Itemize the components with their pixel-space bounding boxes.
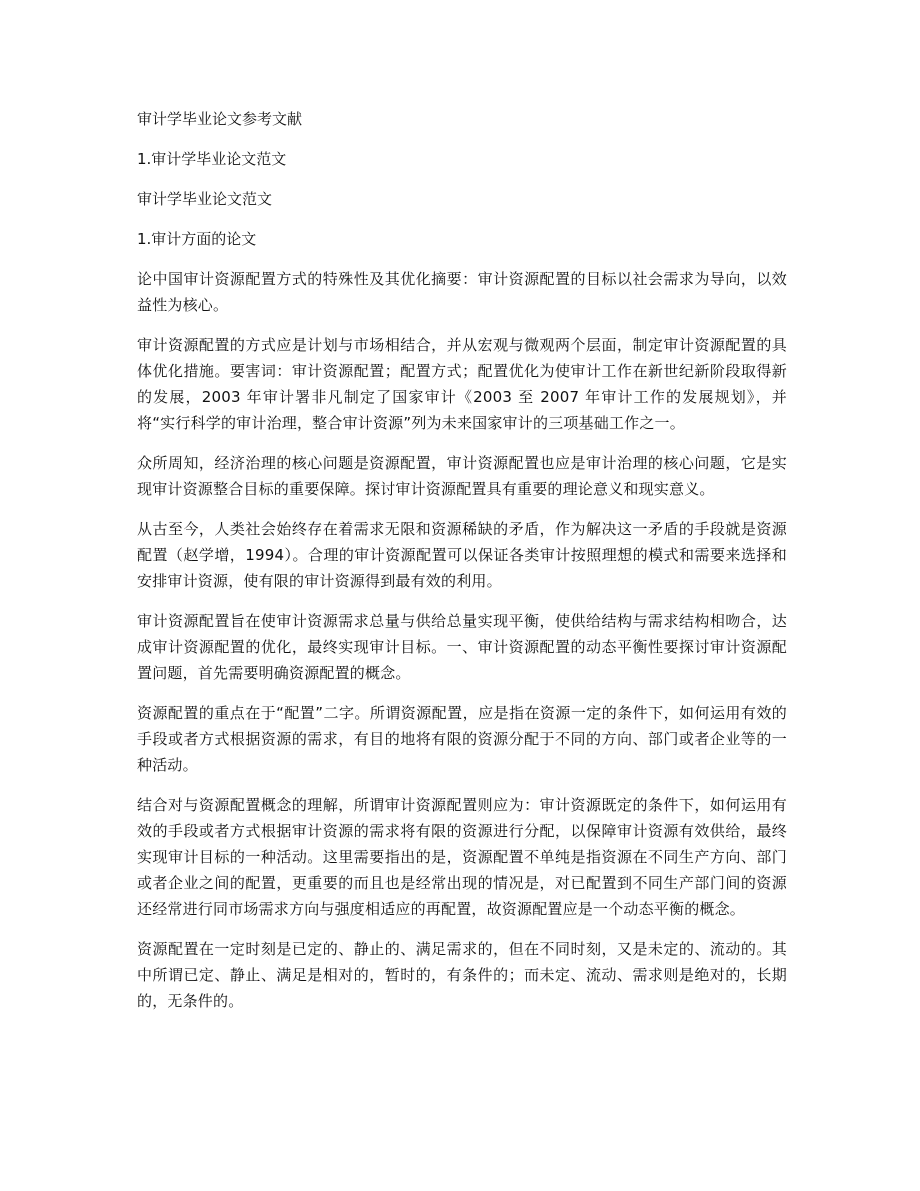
paragraph-abstract: 论中国审计资源配置方式的特殊性及其优化摘要：审计资源配置的目标以社会需求为导向，以效益性为核心。 xyxy=(137,270,787,314)
paragraph: 资源配置的重点在于“配置”二字。所谓资源配置，应是指在资源一定的条件下，如何运用有效的手段或者方式根据资源的需求，有目的地将有限的资源分配于不同的方向、部门或者企业等的一种活动。 xyxy=(137,704,787,774)
document-page xyxy=(137,106,787,1028)
paragraph: 审计资源配置旨在使审计资源需求总量与供给总量实现平衡，使供给结构与需求结构相吻合，达成审计资源配置的优化，最终实现审计目标。一、审计资源配置的动态平衡性要探讨审计资源配置问题，首先需要明确资源配置的概念。 xyxy=(137,612,787,682)
section-heading: 1.审计学毕业论文范文 xyxy=(137,150,287,168)
paragraph: 从古至今，人类社会始终存在着需求无限和资源稀缺的矛盾，作为解决这一矛盾的手段就是资源配置（赵学增，1994）。合理的审计资源配置可以保证各类审计按照理想的模式和需要来选择和安排审计资源，使有限的审计资源得到最有效的利用。 xyxy=(137,520,787,590)
subsection-heading: 1.审计方面的论文 xyxy=(137,230,257,248)
paragraph: 众所周知，经济治理的核心问题是资源配置，审计资源配置也应是审计治理的核心问题，它是实现审计资源整合目标的重要保障。探讨审计资源配置具有重要的理论意义和现实意义。 xyxy=(137,454,787,498)
subsection-heading: 审计学毕业论文范文 xyxy=(137,190,273,208)
paragraph: 结合对与资源配置概念的理解，所谓审计资源配置则应为：审计资源既定的条件下，如何运用有效的手段或者方式根据审计资源的需求将有限的资源进行分配，以保障审计资源有效供给，最终实现审计目标的一种活动。这里需要指出的是，资源配置不单纯是指资源在不同生产方向、部门或者企业之间的配置，更重要的而且也是经常出现的情况是，对已配置到不同生产部门间的资源还经常进行同市场需求方向与强度相适应的再配置，故资源配置应是一个动态平衡的概念。 xyxy=(137,796,787,918)
paragraph: 审计资源配置的方式应是计划与市场相结合，并从宏观与微观两个层面，制定审计资源配置的具体优化措施。要害词：审计资源配置；配置方式；配置优化为使审计工作在新世纪新阶段取得新的发展，2003 年审计署非凡制定了国家审计《2003 至 2007 年审计工作的发展规划》，并将“实行科学的审计治理，整合审计资源”列为未来国家审计的三项基础工作之一。 xyxy=(137,336,787,432)
document-title: 审计学毕业论文参考文献 xyxy=(137,110,303,128)
paragraph: 资源配置在一定时刻是已定的、静止的、满足需求的，但在不同时刻，又是未定的、流动的。其中所谓已定、静止、满足是相对的，暂时的，有条件的；而未定、流动、需求则是绝对的，长期的，无条件的。 xyxy=(137,940,787,1010)
